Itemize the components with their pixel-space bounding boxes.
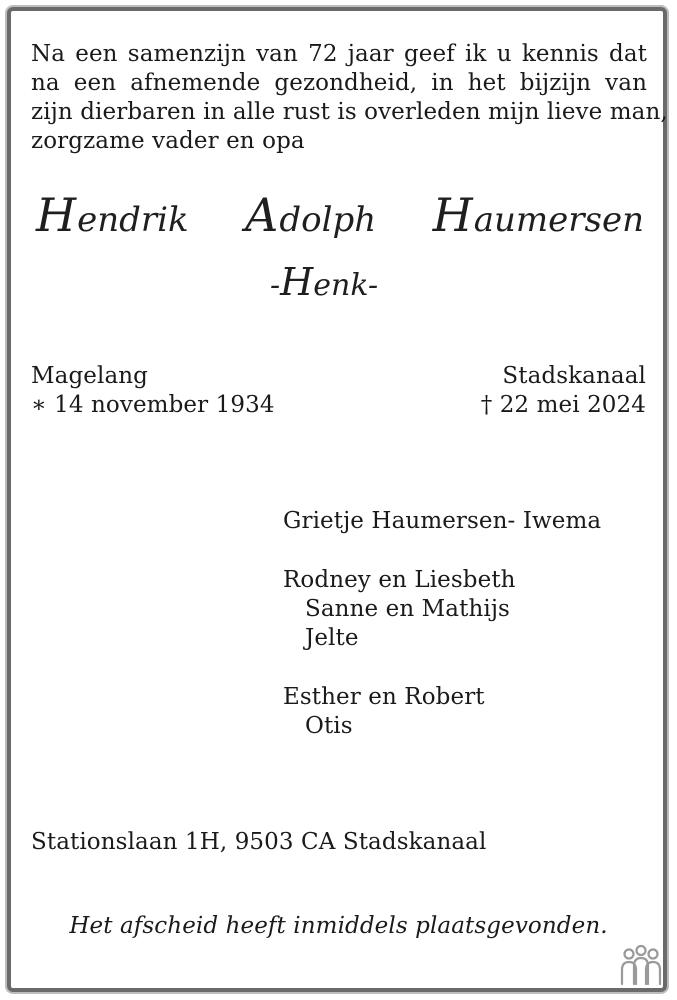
family-group-1-child-1: Sanne en Mathijs <box>305 596 510 622</box>
deceased-full-name <box>36 188 644 243</box>
deceased-nickname: -Henk- <box>270 260 379 304</box>
intro-line-3: zijn dierbaren in alle rust is overleden mijn lieve man, <box>31 99 668 125</box>
spouse-name: Grietje Haumersen- Iwema <box>283 508 602 534</box>
birth-place: Magelang <box>31 363 149 389</box>
family-group-1-parents: Rodney en Liesbeth <box>283 567 516 593</box>
birth-date: ∗ 14 november 1934 <box>31 392 275 418</box>
family-group-2-parents: Esther en Robert <box>283 684 485 710</box>
intro-paragraph <box>31 40 668 156</box>
death-date: † 22 mei 2024 <box>480 392 646 418</box>
first-name: Hendrik <box>36 188 189 242</box>
last-name: Haumersen <box>432 188 644 242</box>
people-group-icon <box>617 944 665 988</box>
address: Stationslaan 1H, 9503 CA Stadskanaal <box>31 829 487 855</box>
intro-line-1: Na een samenzijn van 72 jaar geef ik u kennis dat <box>31 41 647 67</box>
death-place: Stadskanaal <box>502 363 646 389</box>
family-group-1-child-2: Jelte <box>305 625 359 651</box>
middle-name: Adolph <box>245 188 377 242</box>
intro-line-4: zorgzame vader en opa <box>31 128 305 154</box>
family-group-2-child-1: Otis <box>305 713 353 739</box>
intro-line-2: na een afnemende gezondheid, in het bijzijn van <box>31 70 647 96</box>
closing-note: Het afscheid heeft inmiddels plaatsgevonden. <box>69 913 608 939</box>
